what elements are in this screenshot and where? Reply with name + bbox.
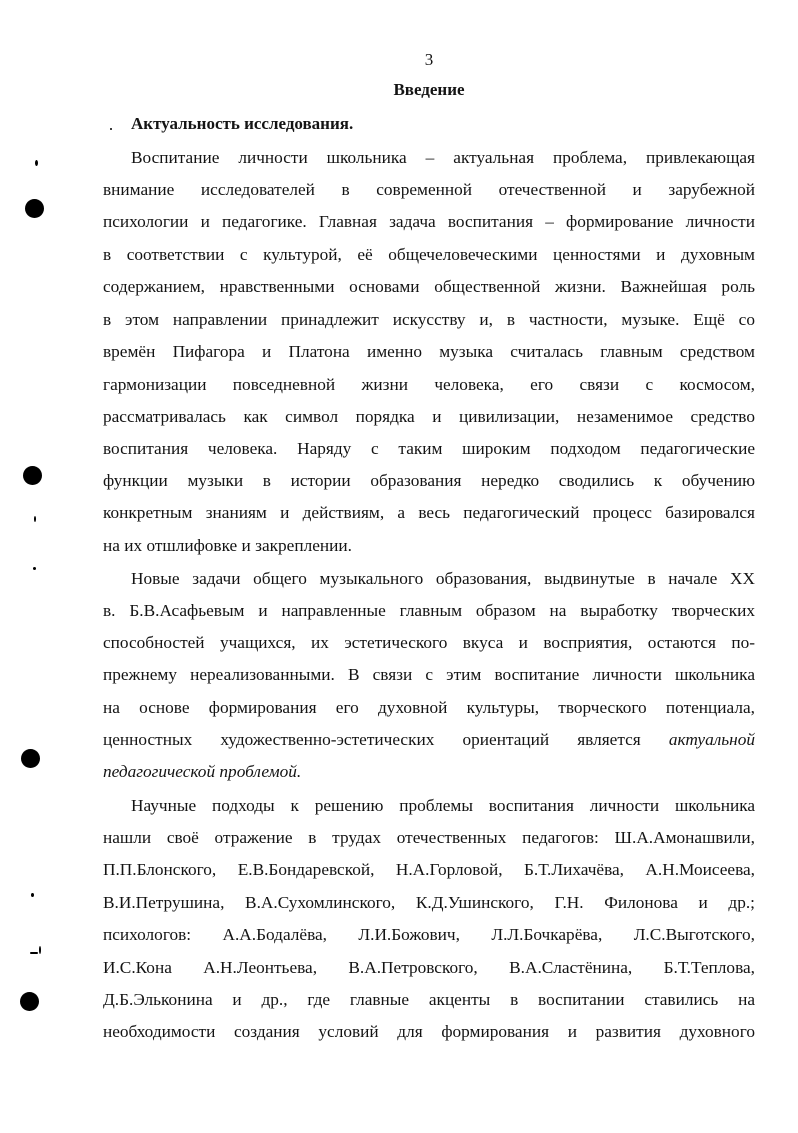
italic-text-run: актуальной <box>668 730 755 749</box>
text-line: психологов: А.А.Бодалёва, Л.И.Божович, Л.Л.Бочкарёва, Л.С.Выготского, <box>103 925 755 944</box>
text-run: ценностных художественно-эстетических ориентаций является <box>103 730 641 749</box>
text-line: П.П.Блонского, Е.В.Бондаревской, Н.А.Горловой, Б.Т.Лихачёва, А.Н.Моисеева, <box>103 860 755 879</box>
section-heading: Введение <box>393 80 465 99</box>
subsection-heading: Актуальность исследования. <box>131 114 354 133</box>
text-line: Новые задачи общего музыкального образования, выдвинутые в начале XX <box>131 569 755 588</box>
text-line: психологии и педагогике. Главная задача воспитания – формирование личности <box>103 212 755 231</box>
page-number: 3 <box>424 50 434 69</box>
binder-hole-mark <box>23 466 42 485</box>
text-line: времён Пифагора и Платона именно музыка считалась главным средством <box>103 342 755 361</box>
text-line: внимание исследователей в современной отечественной и зарубежной <box>103 180 755 199</box>
scan-speck <box>31 893 34 897</box>
text-line: в. Б.В.Асафьевым и направленные главным образом на выработку творческих <box>103 601 755 620</box>
text-line: Научные подходы к решению проблемы воспитания личности школьника <box>131 796 755 815</box>
text-line: И.С.Кона А.Н.Леонтьева, В.А.Петровского, В.А.Сластёнина, Б.Т.Теплова, <box>103 958 755 977</box>
text-line: способностей учащихся, их эстетического вкуса и восприятия, остаются по- <box>103 633 755 652</box>
text-line: воспитания человека. Наряду с таким широким подходом педагогические <box>103 439 755 458</box>
scan-speck <box>30 952 38 954</box>
text-line: рассматривалась как символ порядка и цивилизации, незаменимое средство <box>103 407 755 426</box>
binder-hole-mark <box>25 199 44 218</box>
text-line: на основе формирования его духовной культуры, творческого потенциала, <box>103 698 755 717</box>
italic-text-run: педагогической проблемой. <box>103 762 302 781</box>
scan-speck <box>39 946 41 954</box>
text-line: функции музыки в истории образования нередко сводились к обучению <box>103 471 755 490</box>
text-line: Воспитание личности школьника – актуальная проблема, привлекающая <box>131 148 755 167</box>
text-line: содержанием, нравственными основами общественной жизни. Важнейшая роль <box>103 277 755 296</box>
scan-speck <box>110 128 112 130</box>
text-line: гармонизации повседневной жизни человека, его связи с космосом, <box>103 375 755 394</box>
text-line: конкретным знаниям и действиям, а весь педагогический процесс базировался <box>103 503 755 522</box>
binder-hole-mark <box>21 749 40 768</box>
text-line: прежнему нереализованными. В связи с этим воспитание личности школьника <box>103 665 755 684</box>
text-line: в соответствии с культурой, её общечеловеческими ценностями и духовным <box>103 245 755 264</box>
text-line: В.И.Петрушина, В.А.Сухомлинского, К.Д.Ушинского, Г.Н. Филонова и др.; <box>103 893 755 912</box>
text-line: в этом направлении принадлежит искусству и, в частности, музыке. Ещё со <box>103 310 755 329</box>
scan-speck <box>33 567 36 570</box>
text-line: на их отшлифовке и закреплении. <box>103 536 352 555</box>
text-line: нашли своё отражение в трудах отечественных педагогов: Ш.А.Амонашвили, <box>103 828 755 847</box>
text-line-mixed <box>103 729 755 751</box>
text-line <box>103 761 755 783</box>
text-line: Д.Б.Эльконина и др., где главные акценты в воспитании ставились на <box>103 990 755 1009</box>
scan-speck <box>35 160 38 166</box>
binder-hole-mark <box>20 992 39 1011</box>
text-line: необходимости создания условий для формирования и развития духовного <box>103 1022 755 1041</box>
scan-speck <box>34 516 36 522</box>
